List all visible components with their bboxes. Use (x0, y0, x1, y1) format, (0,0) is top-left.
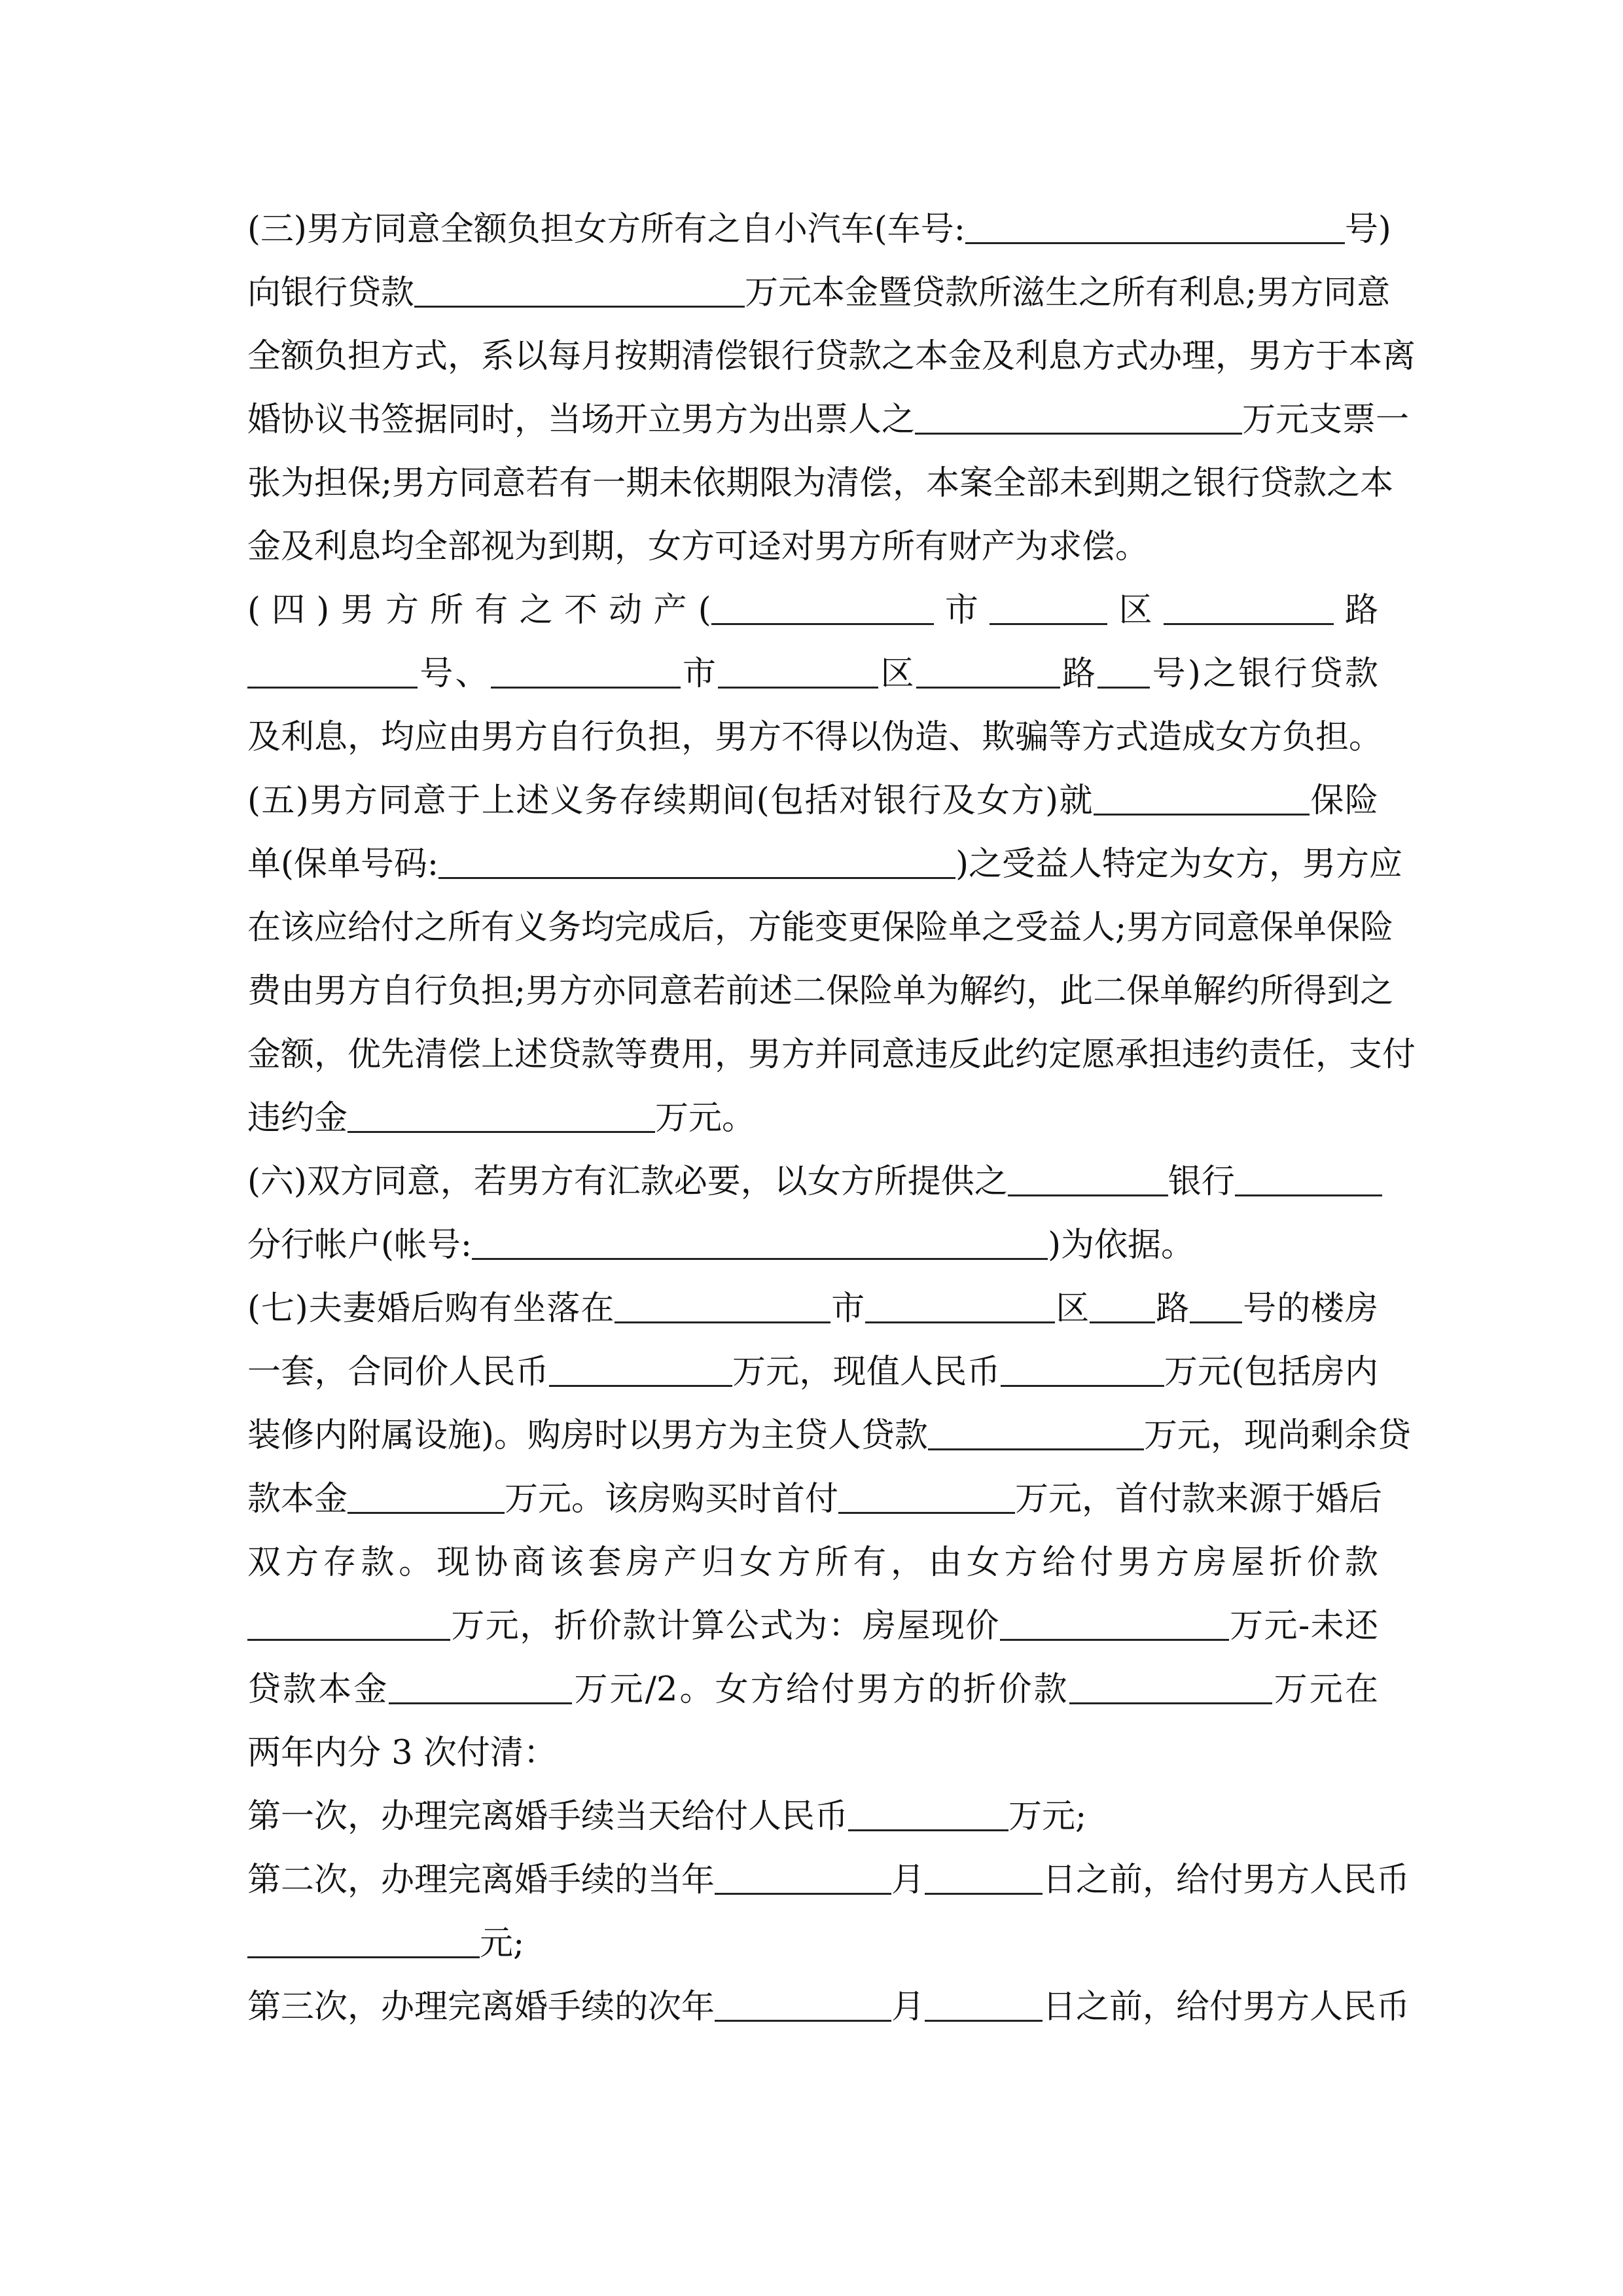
text-line (247, 642, 1378, 706)
blank-fill-line[interactable] (965, 204, 1345, 244)
text-segment: 万元，首付款来源于婚后 (1015, 1480, 1383, 1518)
text-segment: 万元支票一 (1242, 401, 1410, 439)
text-segment: 费由男方自行负担;男方亦同意若前述二保险单为解约，此二保单解约所得到之 (247, 972, 1394, 1011)
text-segment: 日之前，给付男方人民币 (1043, 1988, 1410, 2026)
blank-fill-line[interactable] (1094, 776, 1310, 816)
text-line (247, 1721, 1378, 1785)
text-segment: (六)双方同意，若男方有汇款必要，以女方所提供之 (247, 1162, 1008, 1201)
blank-fill-line[interactable] (928, 1410, 1144, 1450)
text-segment: 一套，合同价人民币 (247, 1353, 549, 1391)
blank-fill-line[interactable] (348, 1474, 505, 1514)
text-segment: 市 (933, 591, 990, 630)
text-segment: 全额负担方式，系以每月按期清偿银行贷款之本金及利息方式办理，男方于本离 (247, 337, 1416, 376)
text-segment: 金及利息均全部视为到期，女方可迳对男方所有财产为求偿。 (247, 528, 1149, 566)
text-segment: 万元在 (1272, 1670, 1378, 1709)
text-segment: 第一次，办理完离婚手续当天给付人民币 (247, 1797, 849, 1836)
text-line (247, 1467, 1383, 1531)
blank-fill-line[interactable] (916, 649, 1060, 689)
blank-fill-line[interactable] (615, 1283, 830, 1323)
blank-fill-line[interactable] (838, 1474, 1015, 1514)
text-segment: 市 (830, 1289, 866, 1328)
text-segment: )之受益人特定为女方，男方应 (955, 845, 1402, 884)
text-line (247, 515, 1378, 579)
text-line (247, 1213, 1378, 1277)
text-segment: 装修内附属设施)。购房时以男方为主贷人贷款 (247, 1416, 928, 1455)
agreement-text (247, 198, 1416, 2039)
text-segment: 两年内分 3 次付清： (247, 1734, 557, 1772)
text-line (247, 706, 1383, 769)
text-line (247, 1594, 1378, 1658)
text-line (247, 1848, 1410, 1912)
text-segment: 元; (480, 1924, 525, 1963)
text-segment: 银行 (1168, 1162, 1235, 1201)
blank-fill-line[interactable] (1001, 1347, 1164, 1387)
text-segment: 万元本金暨贷款所滋生之所有利息;男方同意 (745, 274, 1391, 312)
text-segment: 款本金 (247, 1480, 348, 1518)
text-segment: 保险 (1310, 781, 1378, 820)
text-segment: 万元。 (655, 1099, 756, 1138)
text-line (247, 1531, 1378, 1594)
text-segment: 月 (891, 1861, 925, 1899)
text-line (247, 198, 1391, 261)
text-line (247, 1785, 1378, 1848)
blank-fill-line[interactable] (549, 1347, 732, 1387)
blank-fill-line[interactable] (925, 1855, 1043, 1895)
text-line (247, 1023, 1416, 1086)
text-line (247, 1340, 1378, 1404)
blank-fill-line[interactable] (1097, 649, 1150, 689)
text-segment: 区 (1055, 1289, 1090, 1328)
blank-fill-line[interactable] (472, 1220, 1048, 1260)
text-segment: 在该应给付之所有义务均完成后，方能变更保险单之受益人;男方同意保单保险 (247, 908, 1394, 947)
text-segment: 万元/2。女方给付男方的折价款 (572, 1670, 1069, 1709)
blank-fill-line[interactable] (715, 1855, 891, 1895)
text-segment: 日之前，给付男方人民币 (1043, 1861, 1410, 1899)
text-segment: 万元(包括房内 (1164, 1353, 1378, 1391)
text-line (247, 1086, 1378, 1150)
text-segment: 路 (1060, 655, 1098, 693)
blank-fill-line[interactable] (1090, 1283, 1155, 1323)
text-segment: 婚协议书签据同时，当场开立男方为出票人之 (247, 401, 916, 439)
text-line (247, 1277, 1378, 1340)
blank-fill-line[interactable] (715, 1982, 891, 2022)
text-segment: 向银行贷款 (247, 274, 415, 312)
text-segment: 万元，折价款计算公式为：房屋现价 (450, 1607, 1000, 1645)
text-segment: 张为担保;男方同意若有一期未依期限为清偿，本案全部未到期之银行贷款之本 (247, 464, 1394, 503)
text-segment: (五)男方同意于上述义务存续期间(包括对银行及女方)就 (247, 781, 1094, 820)
blank-fill-line[interactable] (718, 649, 878, 689)
blank-fill-line[interactable] (414, 268, 745, 308)
text-segment: 违约金 (247, 1099, 348, 1138)
text-line (247, 1404, 1411, 1467)
text-line (247, 325, 1416, 388)
text-line (247, 261, 1391, 325)
text-line (247, 1912, 1378, 1975)
text-line (247, 388, 1410, 452)
text-segment: 万元，现值人民币 (732, 1353, 1001, 1391)
text-segment: 金额，优先清偿上述贷款等费用，男方并同意违反此约定愿承担违约责任，支付 (247, 1035, 1416, 1074)
text-line (247, 833, 1402, 896)
text-segment: (三)男方同意全额负担女方所有之自小汽车(车号: (247, 210, 965, 249)
text-line (247, 769, 1378, 833)
text-segment: 万元; (1008, 1797, 1087, 1836)
text-line (247, 896, 1394, 960)
text-line (247, 452, 1394, 515)
text-segment: 月 (891, 1988, 925, 2026)
blank-fill-line[interactable] (1008, 1157, 1168, 1196)
text-line (247, 1975, 1410, 2039)
blank-fill-line[interactable] (348, 1093, 655, 1133)
blank-fill-line[interactable] (915, 395, 1242, 435)
text-segment: 路 (1155, 1289, 1190, 1328)
text-segment: 万元。该房购买时首付 (505, 1480, 839, 1518)
blank-fill-line[interactable] (990, 585, 1107, 625)
blank-fill-line[interactable] (925, 1982, 1043, 2022)
text-segment: 万元，现尚剩余贷 (1143, 1416, 1411, 1455)
text-segment: 第三次，办理完离婚手续的次年 (247, 1988, 715, 2026)
text-segment: )为依据。 (1048, 1226, 1194, 1265)
text-segment: 双方存款。现协商该套房产归女方所有，由女方给付男方房屋折价款 (247, 1543, 1378, 1582)
text-segment: 万元-未还 (1228, 1607, 1378, 1645)
blank-fill-line[interactable] (1069, 1664, 1272, 1704)
text-segment: (七)夫妻婚后购有坐落在 (247, 1289, 615, 1328)
text-segment: 第二次，办理完离婚手续的当年 (247, 1861, 715, 1899)
text-line (247, 579, 1378, 642)
blank-fill-line[interactable] (389, 1664, 572, 1704)
text-segment: 及利息，均应由男方自行负担，男方不得以伪造、欺骗等方式造成女方负担。 (247, 718, 1383, 757)
blank-fill-line[interactable] (247, 1601, 450, 1641)
text-line (247, 1150, 1378, 1213)
text-segment: 号的楼房 (1242, 1289, 1378, 1328)
blank-fill-line[interactable] (1000, 1601, 1229, 1641)
blank-fill-line[interactable] (491, 649, 681, 689)
text-segment: 号) (1344, 210, 1391, 249)
blank-fill-line[interactable] (865, 1283, 1055, 1323)
blank-fill-line[interactable] (1235, 1157, 1382, 1196)
text-segment: 区 (878, 655, 916, 693)
text-segment: 区 (1107, 591, 1164, 630)
blank-fill-line[interactable] (247, 649, 418, 689)
blank-fill-line[interactable] (1164, 585, 1334, 625)
blank-fill-line[interactable] (1190, 1283, 1242, 1323)
text-segment: (四)男方所有之不动产( (247, 591, 711, 630)
text-segment: 路 (1333, 591, 1378, 630)
blank-fill-line[interactable] (247, 1918, 480, 1958)
text-segment: 单(保单号码: (247, 845, 439, 884)
text-segment: 分行帐户(帐号: (247, 1226, 473, 1265)
blank-fill-line[interactable] (711, 585, 934, 625)
blank-fill-line[interactable] (438, 839, 955, 879)
text-segment: 市 (680, 655, 719, 693)
text-segment: 号)之银行贷款 (1150, 655, 1378, 693)
text-segment: 贷款本金 (247, 1670, 389, 1709)
text-line (247, 960, 1394, 1023)
blank-fill-line[interactable] (848, 1791, 1008, 1831)
text-segment: 号、 (418, 655, 491, 693)
text-line (247, 1658, 1378, 1721)
